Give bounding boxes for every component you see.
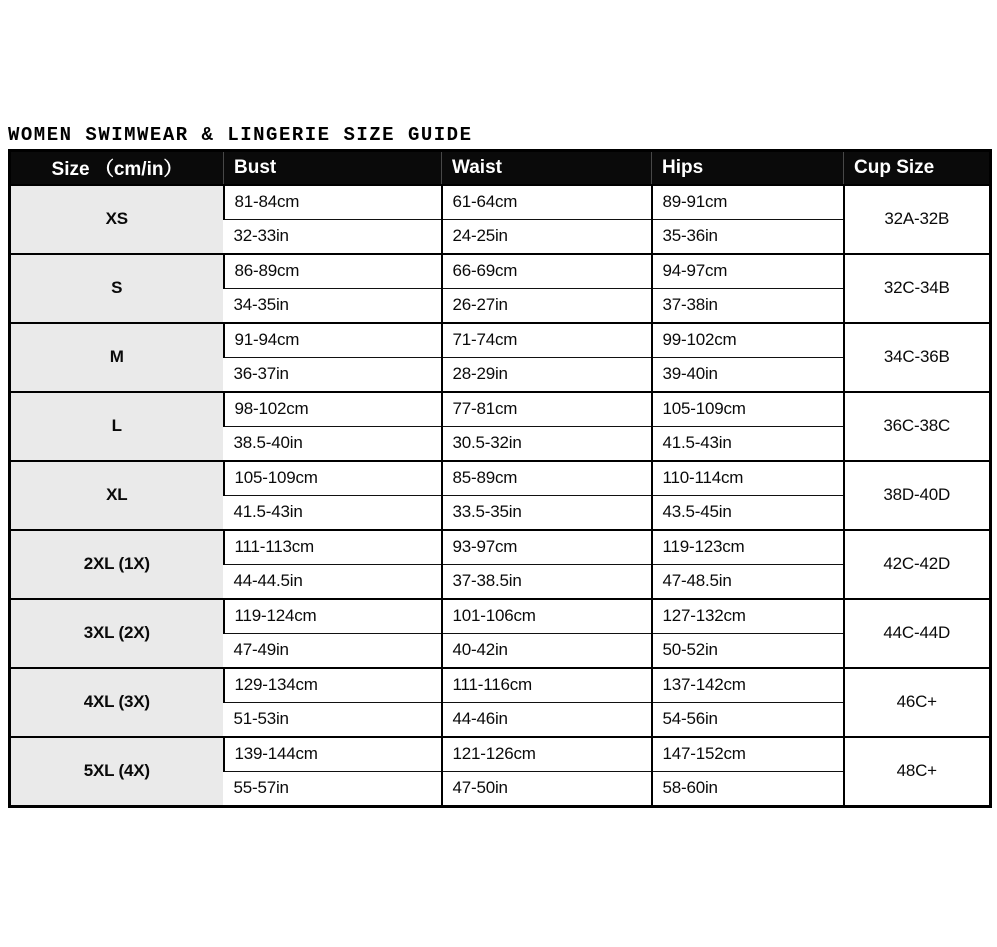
waist-cm: 121-126cm bbox=[442, 737, 652, 772]
size-label: L bbox=[10, 392, 224, 461]
header-size: Size （cm/in） bbox=[10, 151, 224, 186]
cup-size: 44C-44D bbox=[844, 599, 991, 668]
cup-size: 46C+ bbox=[844, 668, 991, 737]
waist-in: 40-42in bbox=[442, 634, 652, 669]
bust-in: 51-53in bbox=[224, 703, 442, 738]
cup-size: 36C-38C bbox=[844, 392, 991, 461]
table-row-l-cm bbox=[10, 392, 991, 427]
bust-cm: 111-113cm bbox=[224, 530, 442, 565]
header-bust: Bust bbox=[224, 151, 442, 186]
cup-size: 32A-32B bbox=[844, 185, 991, 254]
hips-in: 50-52in bbox=[652, 634, 844, 669]
cup-size: 34C-36B bbox=[844, 323, 991, 392]
bust-in: 55-57in bbox=[224, 772, 442, 807]
table-row-4xl-cm bbox=[10, 668, 991, 703]
hips-cm: 94-97cm bbox=[652, 254, 844, 289]
hips-cm: 119-123cm bbox=[652, 530, 844, 565]
waist-cm: 61-64cm bbox=[442, 185, 652, 220]
header-cup-size: Cup Size bbox=[844, 151, 991, 186]
hips-in: 41.5-43in bbox=[652, 427, 844, 462]
header-waist: Waist bbox=[442, 151, 652, 186]
bust-cm: 119-124cm bbox=[224, 599, 442, 634]
hips-cm: 89-91cm bbox=[652, 185, 844, 220]
waist-cm: 93-97cm bbox=[442, 530, 652, 565]
bust-cm: 129-134cm bbox=[224, 668, 442, 703]
table-row-xs-cm bbox=[10, 185, 991, 220]
hips-in: 43.5-45in bbox=[652, 496, 844, 531]
cup-size: 48C+ bbox=[844, 737, 991, 807]
bust-in: 34-35in bbox=[224, 289, 442, 324]
waist-cm: 77-81cm bbox=[442, 392, 652, 427]
bust-in: 32-33in bbox=[224, 220, 442, 255]
table-row-s-cm bbox=[10, 254, 991, 289]
hips-cm: 137-142cm bbox=[652, 668, 844, 703]
bust-cm: 86-89cm bbox=[224, 254, 442, 289]
bust-cm: 105-109cm bbox=[224, 461, 442, 496]
page-title: WOMEN SWIMWEAR & LINGERIE SIZE GUIDE bbox=[8, 124, 473, 146]
waist-in: 30.5-32in bbox=[442, 427, 652, 462]
hips-cm: 110-114cm bbox=[652, 461, 844, 496]
hips-cm: 105-109cm bbox=[652, 392, 844, 427]
bust-in: 41.5-43in bbox=[224, 496, 442, 531]
hips-in: 37-38in bbox=[652, 289, 844, 324]
waist-in: 33.5-35in bbox=[442, 496, 652, 531]
table-row-5xl-cm bbox=[10, 737, 991, 772]
waist-in: 37-38.5in bbox=[442, 565, 652, 600]
hips-cm: 147-152cm bbox=[652, 737, 844, 772]
table-row-m-cm bbox=[10, 323, 991, 358]
bust-in: 38.5-40in bbox=[224, 427, 442, 462]
size-label: 5XL (4X) bbox=[10, 737, 224, 807]
hips-cm: 99-102cm bbox=[652, 323, 844, 358]
waist-in: 28-29in bbox=[442, 358, 652, 393]
bust-in: 47-49in bbox=[224, 634, 442, 669]
size-guide-table bbox=[8, 149, 992, 808]
size-label: S bbox=[10, 254, 224, 323]
header-row bbox=[10, 151, 991, 186]
size-label: 3XL (2X) bbox=[10, 599, 224, 668]
table-row-xl-cm bbox=[10, 461, 991, 496]
size-label: 4XL (3X) bbox=[10, 668, 224, 737]
bust-cm: 98-102cm bbox=[224, 392, 442, 427]
hips-in: 35-36in bbox=[652, 220, 844, 255]
bust-in: 44-44.5in bbox=[224, 565, 442, 600]
hips-in: 39-40in bbox=[652, 358, 844, 393]
size-label: 2XL (1X) bbox=[10, 530, 224, 599]
waist-cm: 85-89cm bbox=[442, 461, 652, 496]
table-row-3xl-cm bbox=[10, 599, 991, 634]
waist-in: 26-27in bbox=[442, 289, 652, 324]
waist-cm: 101-106cm bbox=[442, 599, 652, 634]
hips-in: 47-48.5in bbox=[652, 565, 844, 600]
waist-in: 47-50in bbox=[442, 772, 652, 807]
waist-cm: 66-69cm bbox=[442, 254, 652, 289]
cup-size: 32C-34B bbox=[844, 254, 991, 323]
cup-size: 38D-40D bbox=[844, 461, 991, 530]
waist-cm: 71-74cm bbox=[442, 323, 652, 358]
hips-in: 58-60in bbox=[652, 772, 844, 807]
header-hips: Hips bbox=[652, 151, 844, 186]
size-label: XS bbox=[10, 185, 224, 254]
bust-cm: 139-144cm bbox=[224, 737, 442, 772]
waist-in: 44-46in bbox=[442, 703, 652, 738]
size-label: XL bbox=[10, 461, 224, 530]
bust-in: 36-37in bbox=[224, 358, 442, 393]
cup-size: 42C-42D bbox=[844, 530, 991, 599]
hips-cm: 127-132cm bbox=[652, 599, 844, 634]
bust-cm: 91-94cm bbox=[224, 323, 442, 358]
waist-cm: 111-116cm bbox=[442, 668, 652, 703]
waist-in: 24-25in bbox=[442, 220, 652, 255]
table-row-2xl-cm bbox=[10, 530, 991, 565]
hips-in: 54-56in bbox=[652, 703, 844, 738]
bust-cm: 81-84cm bbox=[224, 185, 442, 220]
size-label: M bbox=[10, 323, 224, 392]
